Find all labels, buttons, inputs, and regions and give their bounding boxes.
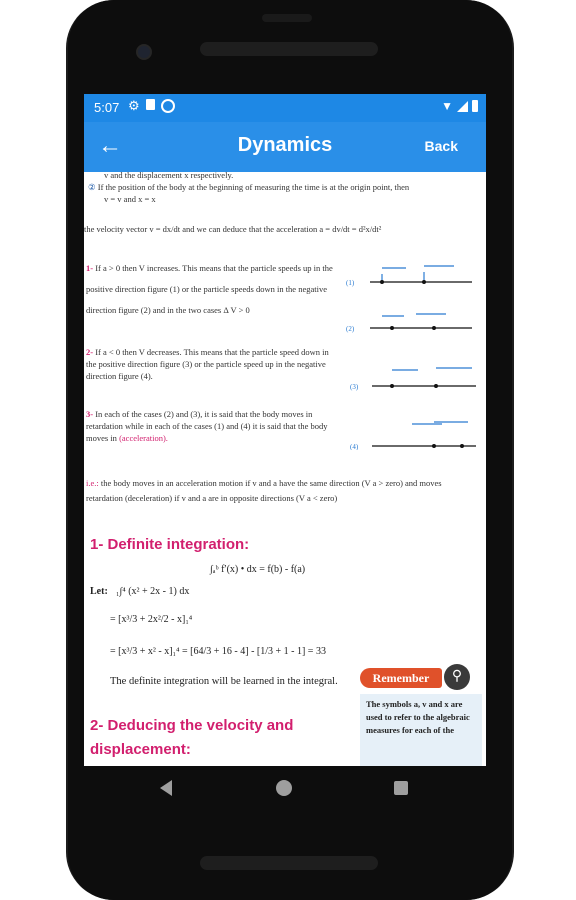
sync-icon — [161, 99, 175, 113]
pin-icon[interactable]: ⚲ — [444, 664, 470, 690]
status-time: 5:07 — [94, 100, 120, 115]
step-2: = [x³/3 + x² - x]₁⁴ = [64/3 + 16 - 4] - [1/3 + 1 - 1] = 33 — [110, 646, 326, 657]
section-heading: 1- Definite integration: — [90, 536, 250, 553]
top-slot — [262, 14, 312, 22]
page-title: Dynamics — [237, 134, 333, 156]
paragraph-2 — [86, 346, 341, 382]
section-heading: 2- Deducing the velocity and displacement: — [90, 717, 294, 758]
velocity-line: the velocity vector v = dx/dt and we can deduce that the acceleration a = dv/dt = d²x/dt² — [84, 224, 382, 234]
earpiece — [200, 42, 378, 56]
ie-label: i.e.: — [86, 478, 99, 488]
battery-icon — [472, 100, 478, 112]
paragraph-number: 1- — [86, 263, 94, 273]
page-content — [84, 172, 486, 766]
paragraph-text: If a > 0 then V increases. This means that the particle speeds up in the positive direction figure (1) or the particle speeds down in the negative direction figure (2) and in the two cases Δ V > 0 — [86, 263, 333, 315]
status-bar — [84, 94, 486, 122]
figure-label: (1) — [346, 279, 355, 287]
step-1: = [x³/3 + 2x²/2 - x]₁⁴ — [110, 614, 193, 625]
paragraph-text: In each of the cases (2) and (3), it is said that the body moves in retardation while in each of the cases (1) and (4) it is said that the body moves in — [86, 409, 328, 443]
paragraph-3 — [86, 408, 341, 444]
bottom-speaker — [200, 856, 378, 870]
remember-label: Remember — [360, 668, 442, 688]
app-bar — [84, 122, 486, 172]
nav-bar — [84, 766, 486, 810]
signal-icon — [457, 101, 468, 112]
camera-icon — [136, 44, 152, 60]
back-button[interactable]: Back — [424, 138, 458, 154]
sd-card-icon — [146, 99, 155, 110]
wifi-icon: ▼ — [441, 99, 453, 113]
note-text: The definite integration will be learned in the integral. — [110, 676, 338, 687]
screen — [84, 94, 486, 766]
nav-back-icon[interactable] — [160, 780, 172, 796]
text-line: ② If the position of the body at the beginning of measuring the time is at the origin point, then — [88, 182, 410, 192]
let-label: Let: — [90, 586, 108, 597]
figure-label: (3) — [350, 383, 359, 391]
figure-label: (2) — [346, 325, 355, 333]
paragraph-highlight: (acceleration). — [119, 433, 168, 443]
let-expression: ₁∫⁴ (x² + 2x - 1) dx — [116, 586, 190, 597]
text-line: v = v and x = x — [104, 194, 156, 204]
nav-home-icon[interactable] — [276, 780, 292, 796]
paragraph-text: If a < 0 then V decreases. This means that the particle speed down in the positive direction figure (3) or the particle speed up in the negative direction figure (4). — [86, 347, 329, 381]
item-2-text: If the position of the body at the beginning of measuring the time is at the origin point, then — [97, 182, 410, 192]
settings-icon: ⚙ — [128, 98, 140, 113]
ie-paragraph — [86, 476, 480, 506]
ie-text: the body moves in an acceleration motion if v and a have the same direction (V a > zero) and moves retardation (deceleration) if v and a are in opposite directions (V a < zero) — [86, 478, 442, 503]
paragraph-1 — [86, 258, 341, 321]
nav-recents-icon[interactable] — [394, 781, 408, 795]
remember-box: The symbols a, v and x are used to refer to the algebraic measures for each of the — [360, 694, 482, 766]
paragraph-number: 2- — [86, 347, 94, 357]
back-arrow-icon[interactable]: ← — [98, 132, 122, 159]
paragraph-number: 3- — [86, 409, 94, 419]
figure-label: (4) — [350, 443, 359, 450]
motion-figures — [342, 254, 484, 450]
formula: ∫ₐᵇ f′(x) • dx = f(b) - f(a) — [210, 564, 306, 575]
text-line: v and the displacement x respectively. — [104, 170, 234, 180]
